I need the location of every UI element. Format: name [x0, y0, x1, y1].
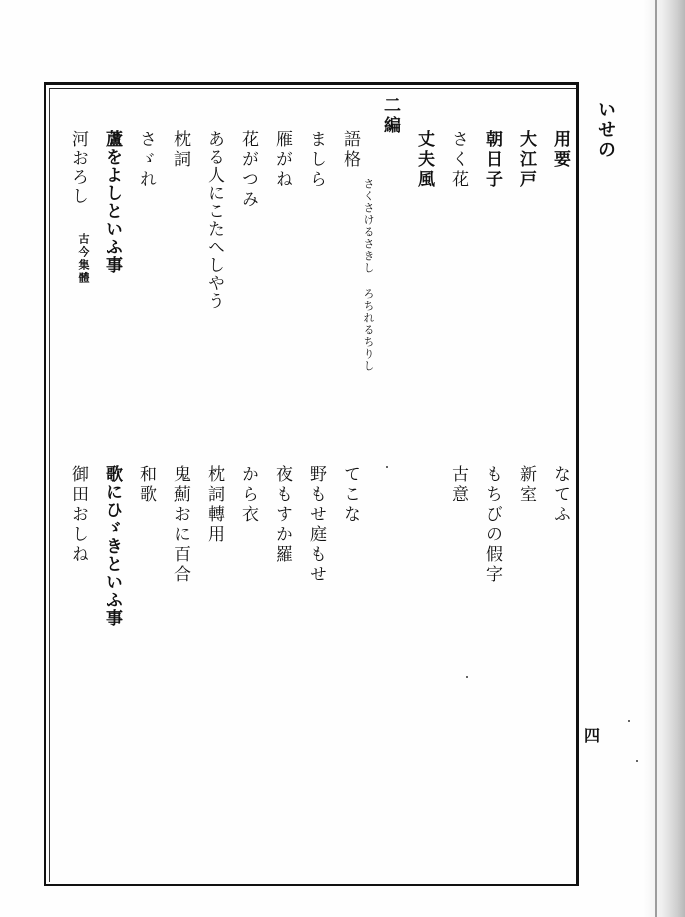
toc-entry: もちびの假字 — [482, 465, 502, 585]
running-title: いせの — [595, 100, 616, 160]
interlinear-note: 古今集體 — [77, 233, 90, 285]
toc-entry: 野もせ庭もせ — [306, 465, 326, 585]
toc-entry: から衣 — [238, 465, 258, 525]
toc-entry: 丈夫風 — [414, 130, 434, 190]
toc-entry: さゞれ — [136, 130, 156, 190]
toc-entry: ましら — [306, 130, 326, 190]
toc-entry: 枕詞轉用 — [204, 465, 224, 545]
toc-entry: さく花 — [448, 130, 468, 190]
toc-entry: 雁がね — [272, 130, 292, 190]
page-edge-shadow — [643, 0, 685, 917]
print-speck — [636, 760, 638, 762]
toc-entry: 蘆をよしといふ事 — [102, 130, 122, 274]
section-heading: 二編 — [380, 96, 400, 136]
toc-entry: 語格 — [340, 130, 360, 170]
toc-entry: 朝日子 — [482, 130, 502, 190]
toc-entry: 古意 — [448, 465, 468, 505]
toc-entry: 歌にひゞきといふ事 — [102, 465, 122, 627]
toc-entry: 和歌 — [136, 465, 156, 505]
toc-entry: ある人にこたへしやう — [204, 130, 224, 310]
interlinear-note: さくさけるさきし ろちれるちりし — [362, 178, 375, 372]
print-speck — [466, 676, 468, 678]
toc-entry: 夜もすか羅 — [272, 465, 292, 565]
toc-entry: 花がつみ — [238, 130, 258, 210]
toc-entry: てこな — [340, 465, 360, 525]
print-speck — [386, 466, 388, 468]
toc-entry-group — [339, 130, 361, 170]
toc-entry: 鬼薊おに百合 — [170, 465, 190, 585]
toc-entry: 大江戸 — [516, 130, 536, 190]
page-edge-line — [655, 0, 657, 917]
page-number: 四 — [584, 726, 601, 745]
print-speck — [628, 720, 630, 722]
toc-entry: なてふ — [550, 465, 570, 525]
toc-entry: 新室 — [516, 465, 536, 505]
toc-entry: 河おろし — [68, 130, 88, 206]
toc-entry: 御田おしね — [68, 465, 88, 565]
toc-entry: 用要 — [550, 130, 570, 170]
toc-entry: 枕詞 — [170, 130, 190, 170]
